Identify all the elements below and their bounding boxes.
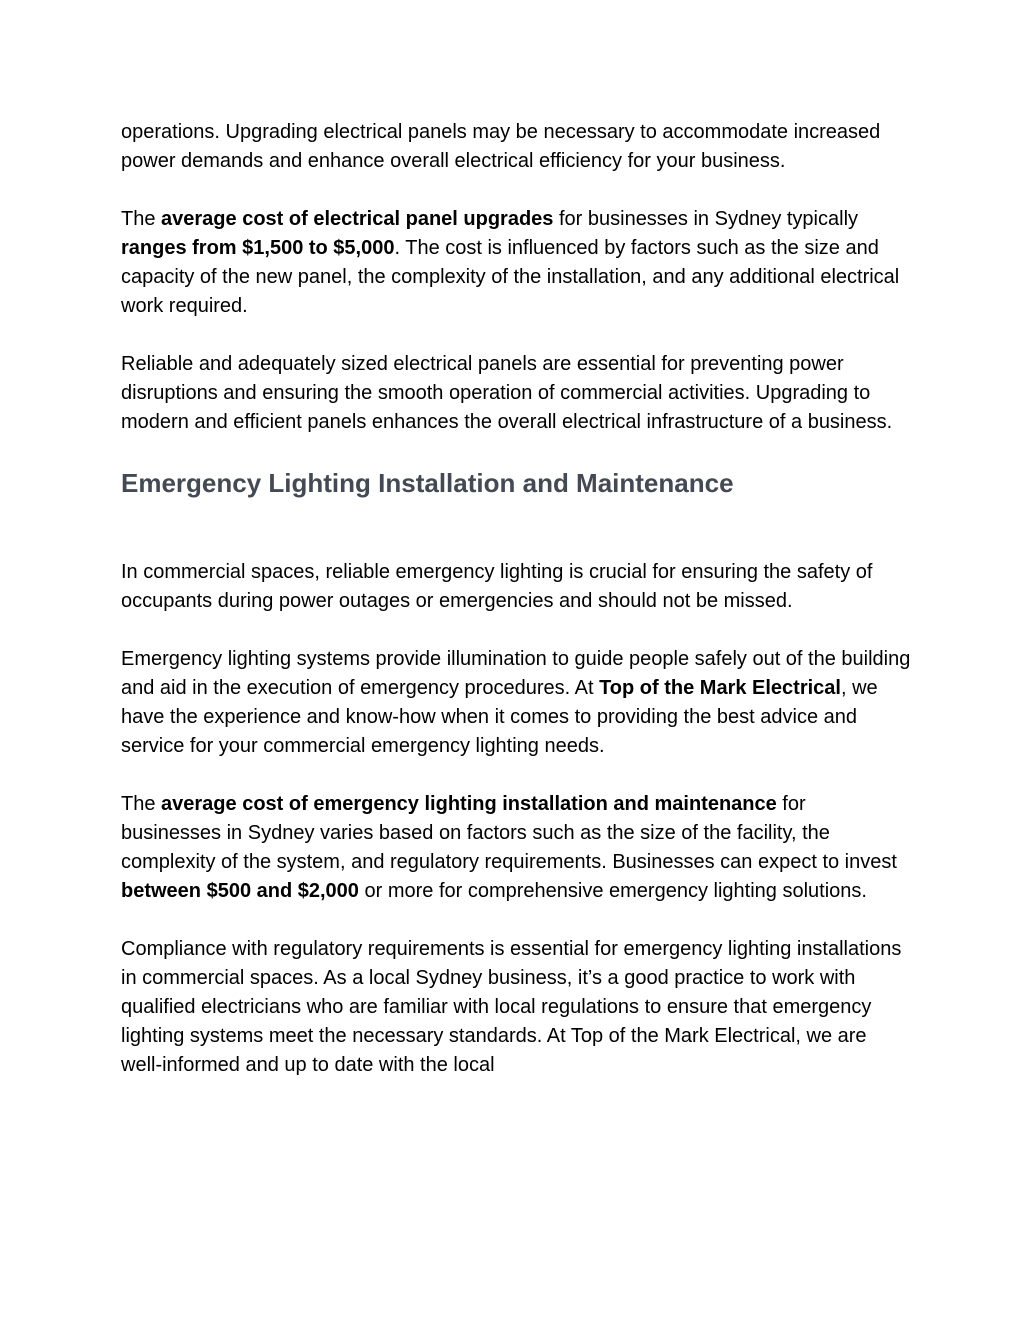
bold-text-company-name: Top of the Mark Electrical <box>599 677 841 699</box>
bold-text-panel-cost-label: average cost of electrical panel upgrades <box>161 208 554 230</box>
paragraph-text: Emergency lighting systems provide illumination to guide people safely out of the building and aid in the execution of emergency procedures. At <box>121 648 911 699</box>
document-page <box>121 118 911 1109</box>
paragraph-text: for businesses in Sydney varies based on factors such as the size of the facility, the complexity of the system, and regulatory requirements. Businesses can expect to invest <box>121 793 897 873</box>
bold-text-panel-cost-range: ranges from $1,500 to $5,000 <box>121 237 395 259</box>
paragraph-panel-upgrade-intro <box>121 118 911 176</box>
paragraph-panel-upgrade-cost <box>121 205 911 321</box>
paragraph-text: Reliable and adequately sized electrical panels are essential for preventing power disruptions and ensuring the smooth operation of commercial activities. Upgrading to modern and efficient panels enhances the overall electrical infrastructure of a business. <box>121 353 893 433</box>
paragraph-text: , we have the experience and know-how when it comes to providing the best advice and service for your commercial emergency lighting needs. <box>121 677 878 757</box>
paragraph-emergency-systems <box>121 645 911 761</box>
paragraph-text: operations. Upgrading electrical panels may be necessary to accommodate increased power demands and enhance overall electrical efficiency for your business. <box>121 121 881 172</box>
bold-text-emergency-cost-range: between $500 and $2,000 <box>121 880 359 902</box>
paragraph-compliance <box>121 935 911 1080</box>
paragraph-text: The <box>121 793 162 815</box>
section-heading-emergency-lighting: Emergency Lighting Installation and Maintenance <box>121 468 734 498</box>
paragraph-panel-reliability <box>121 350 911 437</box>
paragraph-text: Compliance with regulatory requirements is essential for emergency lighting installations in commercial spaces. As a local Sydney business, it’s a good practice to work with qualified electricians who are familiar with local regulations to ensure that emergency lighting systems meet the necessary standards. At Top of the Mark Electrical, we are well-informed and up to date with the local <box>121 938 902 1076</box>
paragraph-emergency-intro <box>121 558 911 616</box>
paragraph-text: The <box>121 208 162 230</box>
bold-text-emergency-cost-label: average cost of emergency lighting installation and maintenance <box>161 793 777 815</box>
paragraph-emergency-cost <box>121 790 911 906</box>
paragraph-text: . The cost is influenced by factors such as the size and capacity of the new panel, the complexity of the installation, and any additional electrical work required. <box>121 237 900 317</box>
paragraph-text: for businesses in Sydney typically <box>553 208 859 230</box>
paragraph-text: In commercial spaces, reliable emergency lighting is crucial for ensuring the safety of occupants during power outages or emergencies and should not be missed. <box>121 561 873 612</box>
paragraph-text: or more for comprehensive emergency lighting solutions. <box>358 880 867 902</box>
